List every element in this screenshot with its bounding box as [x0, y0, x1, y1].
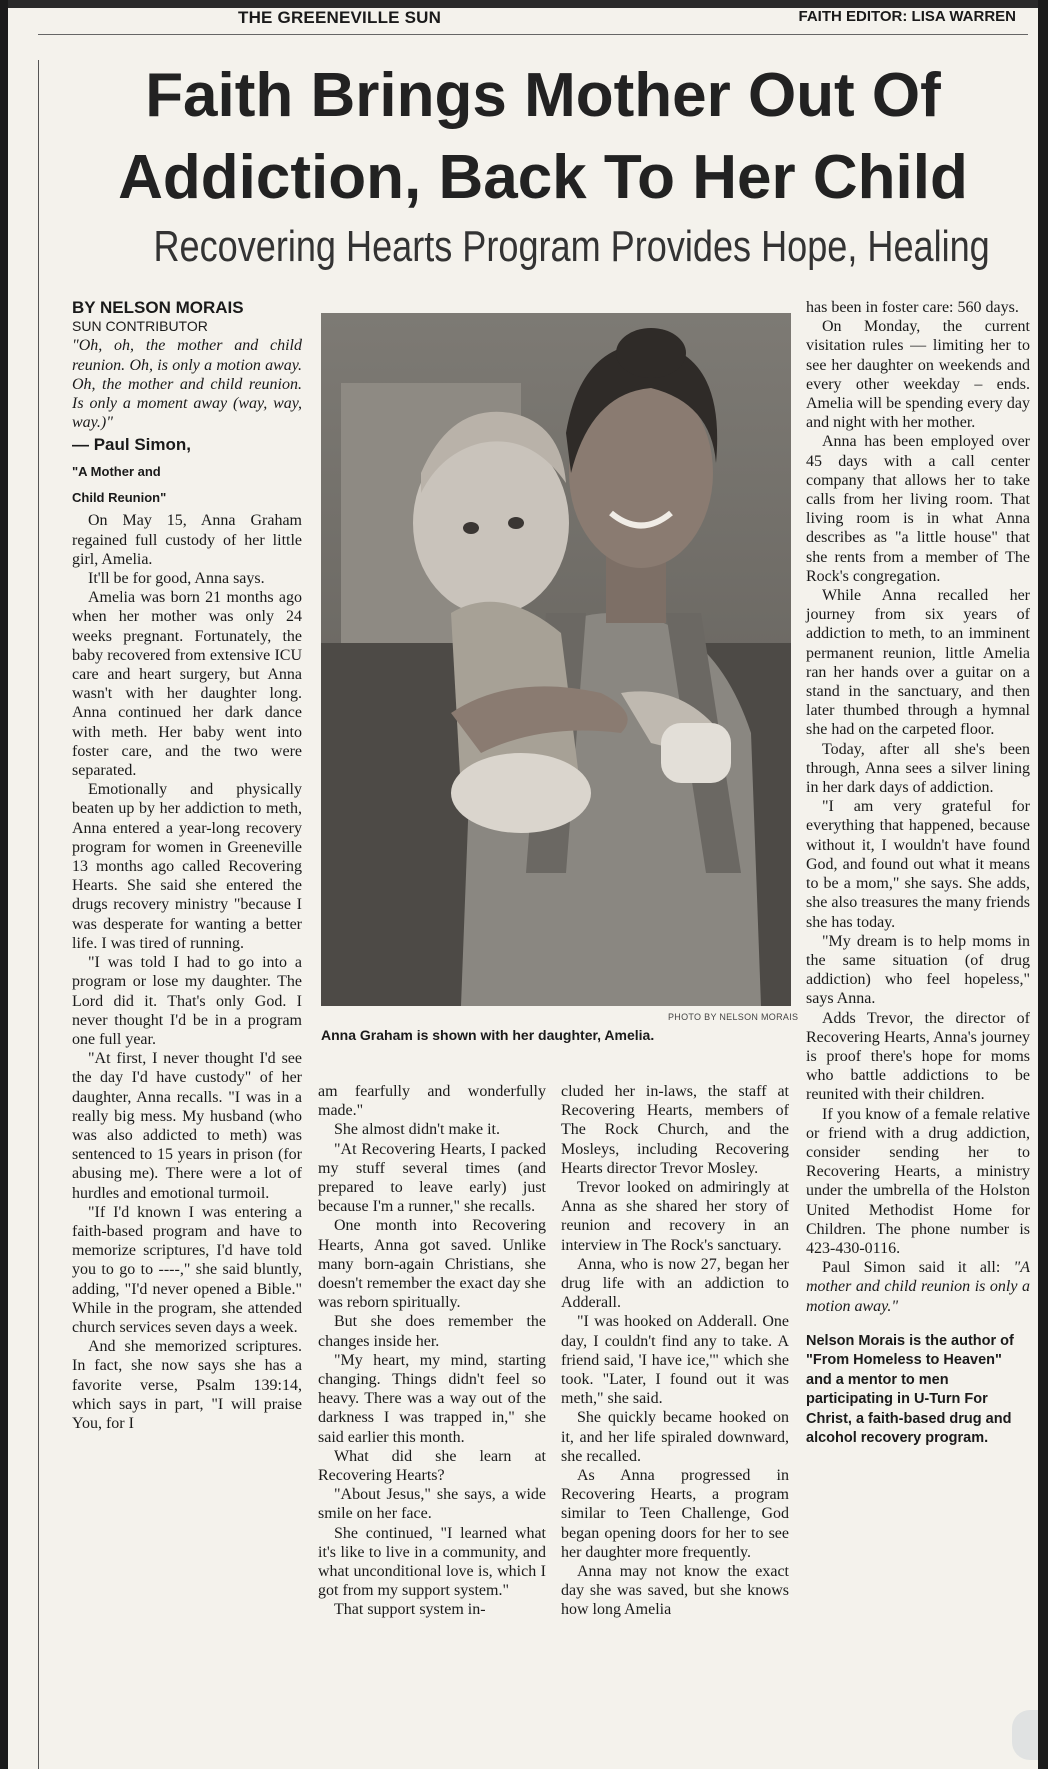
photo-caption: Anna Graham is shown with her daughter, Amelia.: [321, 1027, 655, 1043]
epigraph-quote: "Oh, oh, the mother and child reunion. Oh, is only a motion away. Oh, the mother and child reunion. Is only a moment away (way, way, way.)": [72, 337, 302, 432]
paragraph: It'll be for good, Anna says.: [88, 570, 265, 588]
column-2: [318, 1082, 546, 1620]
paragraph: Amelia was born 21 months ago when her mother was only 24 weeks pregnant. Fortunately, the baby recovered from extensive ICU care and heart surgery, but Anna wasn't with her daughter long. Anna continued her dark dance with meth. Her baby went into foster care, and the two were separated.: [72, 589, 302, 780]
paragraph: On May 15, Anna Graham regained full custody of her little girl, Amelia.: [72, 512, 302, 568]
masthead-rule: [38, 34, 1028, 35]
column-4: [806, 298, 1030, 1449]
closing-quote: "A mother and child reunion is only a motion away.": [806, 1259, 1030, 1315]
paragraph: But she does remember the changes inside her.: [318, 1313, 546, 1350]
paragraph: And she memorized scriptures. In fact, she now says she has a favorite verse, Psalm 139:14, which says in part, "I will praise You, for I: [72, 1338, 302, 1432]
paragraph: Adds Trevor, the director of Recovering Hearts, Anna's journey is proof there's hope for moms who battle addictions to be reunited with their children.: [806, 1009, 1030, 1104]
closing-paragraph: [806, 1258, 1030, 1316]
headline-line-2: Addiction, Back To Her Child: [118, 143, 968, 212]
left-column-rule: [38, 60, 39, 1769]
column-1: [72, 298, 302, 1433]
screen-edge-overlay: [1012, 1710, 1038, 1760]
section-editor: FAITH EDITOR: LISA WARREN: [798, 8, 1016, 25]
paragraph: As Anna progressed in Recovering Hearts, a program similar to Teen Challenge, God began opening doors for her to see her daughter more frequently.: [561, 1467, 789, 1561]
paragraph: cluded her in-laws, the staff at Recovering Hearts, members of The Rock Church, and the Mosleys, including Recovering Hearts director Trevor Mosley.: [561, 1083, 789, 1177]
paragraph: "About Jesus," she says, a wide smile on her face.: [318, 1486, 546, 1523]
headline: [68, 55, 1018, 219]
attribution-name: — Paul Simon,: [72, 435, 192, 455]
byline: BY NELSON MORAIS: [72, 298, 244, 317]
paragraph: "I was told I had to go into a program or lose my daughter. The Lord did it. That's only God. I never thought I'd be in a program one full year.: [72, 954, 302, 1048]
paragraph: "At first, I never thought I'd see the day I'd have custody" of her daughter, Anna recalls. "I was in a really big mess. My husband (who was also addicted to meth) was sentenced to 15 years in prison (for abusing me). There were a lot of hurdles and emotional turmoil.: [72, 1050, 302, 1202]
paragraph: If you know of a female relative or friend with a drug addiction, consider sending her to Recovering Hearts, a ministry under the umbrella of the Holston United Methodist Home for Children. The phone number is 423-430-0116.: [806, 1105, 1030, 1257]
paragraph: Trevor looked on admiringly at Anna as she shared her story of reunion and recovery in an interview in The Rock's sanctuary.: [561, 1179, 789, 1254]
paragraph: Anna may not know the exact day she was saved, but she knows how long Amelia: [561, 1563, 789, 1619]
paragraph: has been in foster care: 560 days.: [806, 299, 1019, 316]
top-border: [8, 0, 1038, 8]
headline-line-1: Faith Brings Mother Out Of: [145, 61, 941, 130]
paragraph: "If I'd known I was entering a faith-based program and have to memorize scriptures, I'd have told you to go to ----," she said bluntly, adding, "I'd never opened a Bible." While in the program, she attended church services seven days a week.: [72, 1203, 302, 1336]
paragraph: Anna, who is now 27, began her drug life with an addiction to Adderall.: [561, 1255, 789, 1312]
attribution-song-line-1: "A Mother and: [72, 464, 161, 480]
paragraph: Today, after all she's been through, Anna sees a silver lining in her dark days of addiction.: [806, 740, 1030, 797]
paragraph: Anna has been employed over 45 days with a call center company that allows her to take calls from her living room. That living room is in what Anna describes as "a little house" that she rents from a member of The Rock's congregation.: [806, 433, 1030, 585]
paragraph: One month into Recovering Hearts, Anna got saved. Unlike many born-again Christians, she doesn't remember the exact day she was reborn spiritually.: [318, 1217, 546, 1312]
paragraph: She quickly became hooked on it, and her life spiraled downward, she recalled.: [561, 1409, 789, 1465]
paragraph: That support system in-: [334, 1601, 486, 1619]
paragraph: "At Recovering Hearts, I packed my stuff several times (and prepared to leave early) just because I'm a runner," she recalls.: [318, 1140, 546, 1216]
paragraph: What did she learn at Recovering Hearts?: [318, 1447, 546, 1485]
paragraph: While Anna recalled her journey from six years of addiction to meth, to an imminent permanent reunion, little Amelia ran her hands over a guitar on a stand in the sanctuary, and then later thumbed through a hymnal she had on the carpeted floor.: [806, 587, 1030, 739]
subheadline: Recovering Hearts Program Provides Hope, Healing: [153, 222, 990, 271]
closing-lead: Paul Simon said it all:: [822, 1259, 1014, 1277]
newspaper-page: [8, 0, 1038, 1769]
attribution-song-line-2: Child Reunion": [72, 490, 167, 506]
paragraph: "My heart, my mind, starting changing. Things didn't feel so heavy. There was a way out of the darkness I was trapped in," she said earlier this month.: [318, 1351, 546, 1446]
paragraph: Emotionally and physically beaten up by her addiction to meth, Anna entered a year-long recovery program for women in Greeneville 13 months ago called Recovering Hearts. She said she entered the drugs recovery ministry "because I was desperate for wanting a better life. I was tired of running.: [72, 781, 302, 952]
paragraph: She continued, "I learned what it's like to live in a community, and what unconditional love is, which I got from my support system.": [318, 1524, 546, 1600]
photo-credit: PHOTO BY NELSON MORAIS: [668, 1012, 799, 1022]
paragraph: She almost didn't make it.: [334, 1121, 500, 1139]
paragraph: "I am very grateful for everything that happened, because without it, I wouldn't have found God, and found out what it means to be a mom," she says. She adds, she also treasures the many friends she has today.: [806, 798, 1030, 931]
author-bio: Nelson Morais is the author of "From Homeless to Heaven" and a mentor to men participating in U-Turn For Christ, a faith-based drug and alcohol recovery program.: [806, 1332, 1014, 1447]
epigraph-attribution: [72, 432, 302, 511]
article-photo: [321, 313, 791, 1006]
paragraph: "My dream is to help moms in the same situation (of drug addiction) who feel hopeless," says Anna.: [806, 932, 1030, 1008]
newspaper-name: THE GREENEVILLE SUN: [238, 8, 442, 27]
paragraph: On Monday, the current visitation rules — limiting her to see her daughter on weekends and every other weekday – ends. Amelia will be spending every day and night with her mother.: [806, 318, 1030, 432]
column-3: [561, 1082, 789, 1620]
paragraph: am fearfully and wonderfully made.": [318, 1083, 546, 1120]
byline-title: SUN CONTRIBUTOR: [72, 318, 208, 335]
paragraph: "I was hooked on Adderall. One day, I couldn't find any to take. A friend said, 'I have ice,'" which she took. "Later, I found out it was meth," she said.: [561, 1313, 789, 1408]
photo-mother-and-daughter: [321, 313, 791, 1006]
